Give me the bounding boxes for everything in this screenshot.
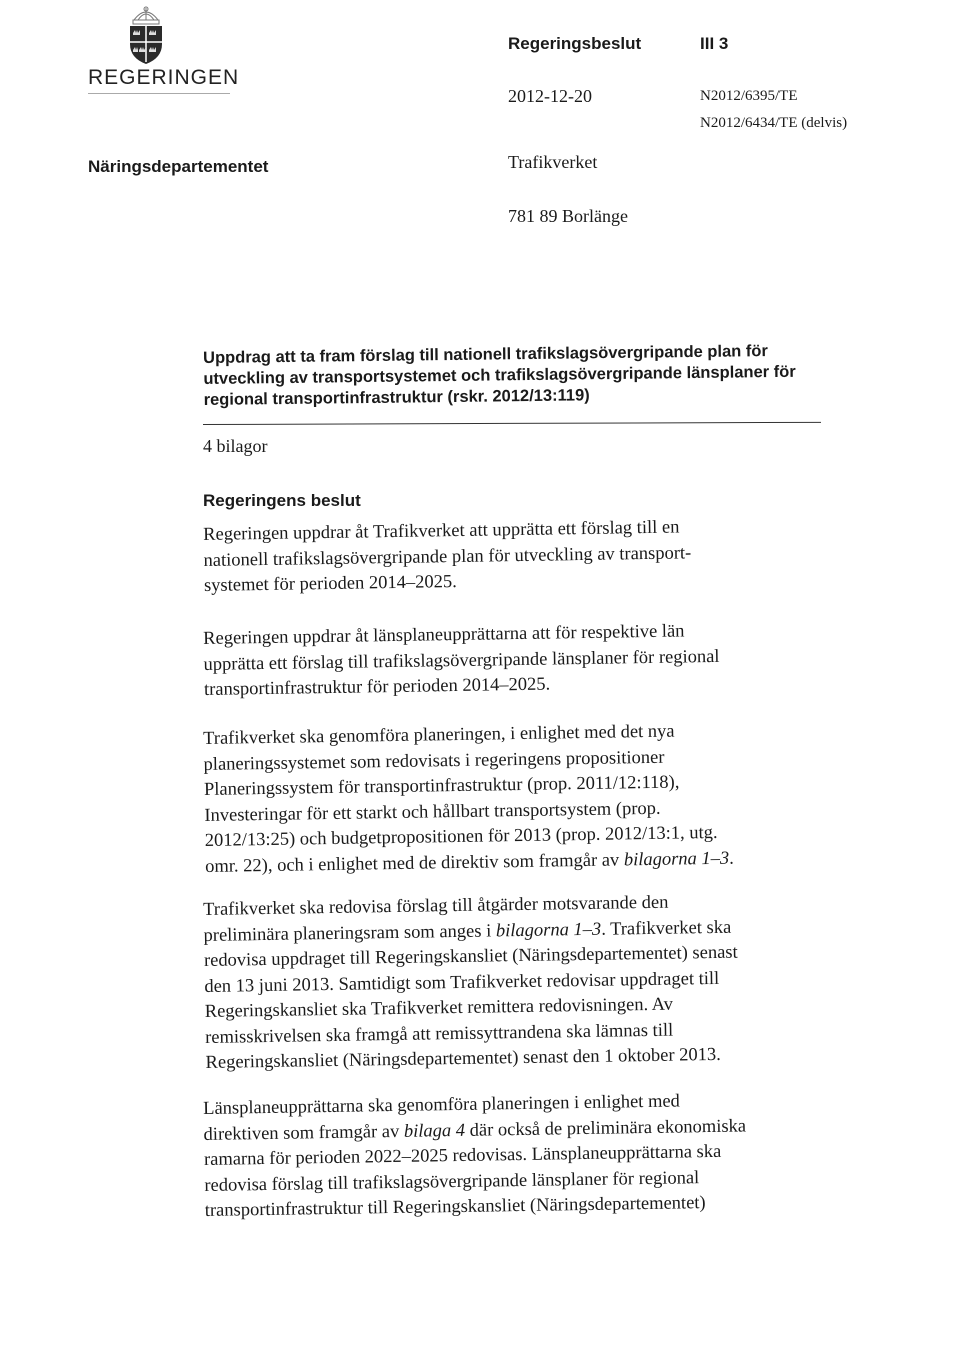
text-line: Investeringar för ett starkt och hållbart transportsystem (prop. bbox=[204, 798, 661, 826]
text-line: systemet för perioden 2014–2025. bbox=[203, 572, 457, 596]
subject-heading bbox=[203, 340, 824, 411]
recipient-name: Trafikverket bbox=[508, 152, 598, 172]
paragraph bbox=[203, 888, 846, 1077]
text-line: Trafikverket ska redovisa förslag till åtgärder motsvarande den bbox=[203, 892, 669, 920]
subject-divider bbox=[203, 422, 821, 425]
text-line: Planeringssystem för transportinfrastruktur (prop. 2011/12:118), bbox=[203, 772, 680, 800]
text-span: direktiven som framgår av bbox=[203, 1121, 405, 1145]
paragraph bbox=[203, 1087, 845, 1225]
swedish-coat-of-arms-crown-icon bbox=[120, 6, 172, 66]
text-line: transportinfrastruktur till Regeringskansliet (Näringsdepartementet) bbox=[204, 1193, 706, 1221]
paragraph bbox=[203, 717, 845, 880]
reference-number-1: N2012/6395/TE bbox=[700, 88, 798, 104]
paragraph bbox=[203, 617, 844, 704]
ministry-name: Näringsdepartementet bbox=[88, 157, 269, 176]
text-line: Regeringskansliet ska Trafikverket remittera redovisningen. Av bbox=[204, 994, 674, 1022]
text-line: Regeringskansliet (Näringsdepartementet) senast den 1 oktober 2013. bbox=[205, 1044, 721, 1073]
text-line: 2012/13:25) och budgetpropositionen för 2013 (prop. 2012/13:1, utg. bbox=[204, 822, 718, 851]
logo-text: REGERINGEN bbox=[88, 66, 240, 89]
text-line: transportinfrastruktur för perioden 2014–2025. bbox=[203, 674, 551, 700]
text-span: där också de preliminära ekonomiska bbox=[464, 1115, 747, 1141]
text-span: . Trafikverket ska bbox=[601, 917, 732, 940]
recipient-address: 781 89 Borlänge bbox=[508, 206, 628, 226]
text-line: den 13 juni 2013. Samtidigt som Trafikverket redovisar uppdraget till bbox=[204, 968, 720, 997]
text-line: redovisa uppdraget till Regeringskansliet (Näringsdepartementet) senast bbox=[203, 942, 738, 971]
text-line: Regeringen uppdrar åt länsplaneupprättarna att för respektive län bbox=[203, 621, 685, 649]
text-line: redovisa förslag till trafikslagsövergripande länsplaner för regional bbox=[204, 1167, 700, 1196]
government-logo bbox=[88, 6, 238, 96]
document-type: Regeringsbeslut bbox=[508, 34, 642, 53]
attachment-reference: bilagorna 1–3 bbox=[623, 848, 730, 870]
logo-divider bbox=[88, 93, 230, 94]
text-line: upprätta ett förslag till trafikslagsövergripande länsplaner för regional bbox=[203, 646, 720, 675]
text-line: Länsplaneupprättarna ska genomföra planeringen i enlighet med bbox=[203, 1091, 681, 1119]
reference-number-2: N2012/6434/TE (delvis) bbox=[700, 115, 848, 131]
attachment-reference: bilagorna 1–3 bbox=[495, 919, 602, 941]
attachment-reference: bilaga 4 bbox=[403, 1120, 466, 1142]
text-line: nationell trafikslagsövergripande plan för utveckling av transport- bbox=[203, 542, 692, 571]
subject-line: utveckling av transportsystemet och trafikslagsövergripande länsplaner för bbox=[203, 362, 796, 388]
document-number: III 3 bbox=[700, 34, 729, 53]
attachments-count: 4 bilagor bbox=[203, 436, 268, 456]
text-line: planeringssystemet som redovisats i regeringens propositioner bbox=[203, 747, 665, 775]
text-span: preliminära planeringsram som anges i bbox=[203, 920, 497, 946]
text-line: ramarna för perioden 2022–2025 redovisas. Länsplaneupprättarna ska bbox=[203, 1141, 722, 1170]
subject-line: regional transportinfrastruktur (rskr. 2012/13:119) bbox=[203, 386, 590, 409]
text-line: Trafikverket ska genomföra planeringen, i enlighet med det nya bbox=[203, 721, 675, 749]
text-line: remisskrivelsen ska framgå att remissyttrandena ska lämnas till bbox=[205, 1020, 674, 1048]
text-line: Regeringen uppdrar åt Trafikverket att upprätta ett förslag till en bbox=[203, 517, 680, 545]
paragraph bbox=[203, 513, 844, 600]
text-span: . bbox=[729, 848, 734, 869]
subject-line: Uppdrag att ta fram förslag till nationell trafikslagsövergripande plan för bbox=[203, 342, 768, 367]
section-heading: Regeringens beslut bbox=[203, 491, 361, 510]
decision-date: 2012-12-20 bbox=[508, 86, 592, 106]
text-span: omr. 22), och i enlighet med de direktiv som framgår av bbox=[205, 849, 625, 877]
